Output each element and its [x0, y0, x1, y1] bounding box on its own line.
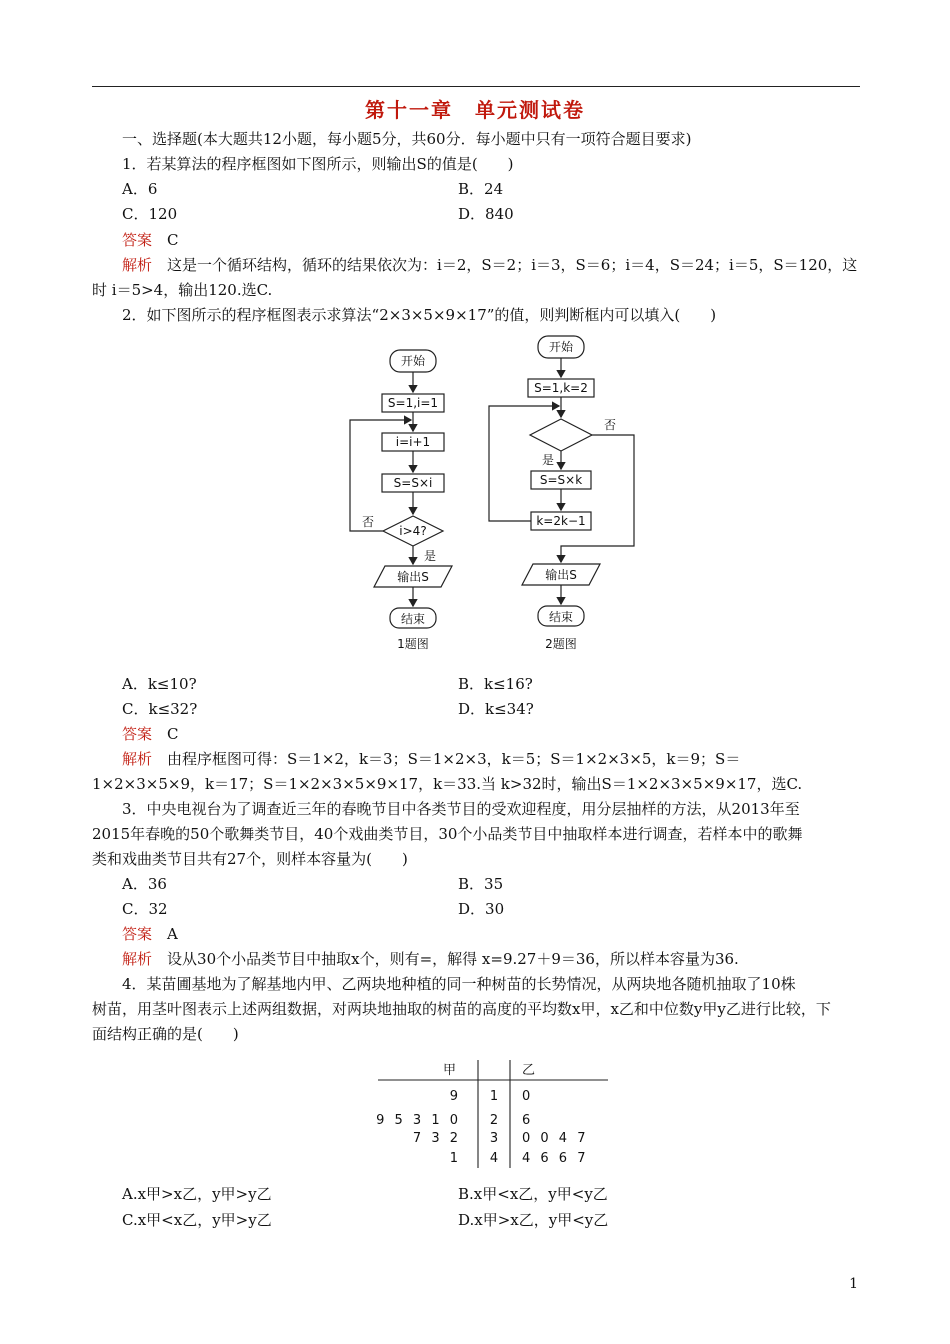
flowcharts — [340, 334, 650, 658]
q1-option-c: C．120 — [122, 205, 178, 223]
q4-stem-line2: 树苗，用茎叶图表示上述两组数据，对两块地抽取的树苗的高度的平均数x甲，x乙和中位数y甲y乙进行比较，下 — [92, 1000, 831, 1018]
q1-option-b: B．24 — [458, 180, 504, 198]
answer-value: C — [167, 725, 179, 743]
stem-leaf-plot — [370, 1052, 615, 1172]
analysis-text: 设从30个小品类节目中抽取x个，则有=，解得 x=9.27＋9＝36，所以样本容量为36. — [167, 950, 739, 968]
answer-label: 答案 — [122, 231, 153, 249]
section-heading: 一、选择题(本大题共12小题，每小题5分，共60分．每小题中只有一项符合题目要求) — [122, 130, 692, 148]
stem-row1: 1 — [489, 1089, 499, 1104]
leaf-right-row3: 0 0 4 7 — [522, 1131, 586, 1146]
stem-row2: 2 — [489, 1113, 499, 1128]
q2-option-d: D．k≤34? — [458, 700, 534, 718]
q1-option-a: A．6 — [122, 180, 158, 198]
leaf-left-row4: 1 — [449, 1151, 458, 1166]
analysis-label: 解析 — [122, 750, 153, 768]
f2-caption: 2题图 — [545, 637, 577, 651]
q4-stem-line3: 面结构正确的是( ) — [92, 1025, 239, 1043]
analysis-text: 由程序框图可得：S＝1×2，k＝3；S＝1×2×3，k＝5；S＝1×2×3×5，k＝9；S＝ — [167, 750, 741, 768]
f1-output: 输出S — [397, 570, 429, 584]
q4-option-d: D.x甲>x乙，y甲<y乙 — [458, 1211, 609, 1229]
analysis-text: 这是一个循环结构，循环的结果依次为：i＝2，S＝2；i＝3，S＝6；i＝4，S＝24；i＝5，S＝120，这 — [167, 256, 858, 274]
f1-caption: 1题图 — [397, 637, 429, 651]
q2-answer — [122, 723, 179, 745]
q2-option-b: B．k≤16? — [458, 675, 533, 693]
f1-start: 开始 — [400, 354, 426, 368]
q3-option-a: A．36 — [122, 875, 167, 893]
analysis-label: 解析 — [122, 950, 153, 968]
f2-start: 开始 — [548, 340, 574, 354]
leaf-left-row2: 9 5 3 1 0 — [376, 1113, 458, 1128]
q1-analysis-line1 — [122, 254, 857, 276]
stem-row3: 3 — [489, 1131, 499, 1146]
q2-analysis-line1 — [122, 748, 740, 770]
answer-label: 答案 — [122, 925, 153, 943]
f2-cond-diamond — [530, 419, 592, 451]
page-number: 1 — [849, 1276, 858, 1292]
q3-option-d: D．30 — [458, 900, 505, 918]
f2-mul: S=S×k — [539, 473, 583, 487]
page-title: 第十一章 单元测试卷 — [365, 98, 585, 122]
f2-output: 输出S — [545, 568, 577, 582]
answer-label: 答案 — [122, 725, 153, 743]
f1-init: S=1,i=1 — [387, 396, 439, 410]
header-rule — [92, 86, 860, 87]
q4-option-c: C.x甲<x乙，y甲>y乙 — [122, 1211, 272, 1229]
leaf-right-row4: 4 6 6 7 — [522, 1151, 586, 1166]
stem-leaf-right-header: 乙 — [522, 1063, 536, 1078]
answer-value: C — [167, 231, 179, 249]
f1-inc: i=i+1 — [395, 435, 431, 449]
leaf-right-row2: 6 — [522, 1113, 531, 1128]
q3-answer — [122, 923, 178, 945]
q1-stem: 1．若某算法的程序框图如下图所示，则输出S的值是( ) — [122, 155, 514, 173]
q4-stem-line1: 4．某苗圃基地为了解基地内甲、乙两块地种植的同一种树苗的长势情况，从两块地各随机抽取了10株 — [122, 975, 796, 993]
stem-leaf-left-header: 甲 — [442, 1063, 456, 1078]
q3-stem-line2: 2015年春晚的50个歌舞类节目，40个戏曲类节目，30个小品类节目中抽取样本进行调查，若样本中的歌舞 — [92, 825, 803, 843]
f1-yes: 是 — [424, 549, 437, 563]
f1-no: 否 — [362, 515, 375, 529]
leaf-right-row1: 0 — [522, 1089, 531, 1104]
answer-value: A — [167, 925, 178, 943]
f1-cond: i>4? — [399, 524, 427, 538]
q3-option-b: B．35 — [458, 875, 504, 893]
q1-analysis-line2: 时 i＝5>4，输出120.选C. — [92, 281, 273, 299]
f2-update: k=2k−1 — [536, 514, 586, 528]
f2-yes: 是 — [542, 453, 555, 467]
q3-stem-line1: 3．中央电视台为了调查近三年的春晚节目中各类节目的受欢迎程度，用分层抽样的方法，从2013年至 — [122, 800, 800, 818]
q3-analysis — [122, 948, 739, 970]
analysis-label: 解析 — [122, 256, 153, 274]
q2-option-c: C．k≤32? — [122, 700, 198, 718]
q3-stem-line3: 类和戏曲类节目共有27个，则样本容量为( ) — [92, 850, 408, 868]
f2-end: 结束 — [548, 610, 574, 624]
q1-option-d: D．840 — [458, 205, 514, 223]
flowchart-1-labels — [362, 353, 438, 651]
f2-no: 否 — [604, 418, 617, 432]
q3-option-c: C．32 — [122, 900, 168, 918]
f1-mul: S=S×i — [393, 476, 433, 490]
q2-option-a: A．k≤10? — [122, 675, 197, 693]
q4-option-a: A.x甲>x乙，y甲>y乙 — [122, 1185, 272, 1203]
q1-answer — [122, 229, 179, 251]
q2-stem: 2．如下图所示的程序框图表示求算法“2×3×5×9×17”的值，则判断框内可以填入( ) — [122, 306, 717, 324]
flowchart-2-labels — [534, 339, 616, 651]
f2-init: S=1,k=2 — [534, 381, 588, 395]
q2-analysis-line2: 1×2×3×5×9，k＝17；S＝1×2×3×5×9×17，k＝33.当 k>32时，输出S＝1×2×3×5×9×17，选C. — [92, 775, 803, 793]
leaf-left-row3: 7 3 2 — [412, 1131, 458, 1146]
stem-row4: 4 — [489, 1151, 499, 1166]
f1-end: 结束 — [400, 612, 426, 626]
leaf-left-row1: 9 — [449, 1089, 458, 1104]
q4-option-b: B.x甲<x乙，y甲<y乙 — [458, 1185, 608, 1203]
